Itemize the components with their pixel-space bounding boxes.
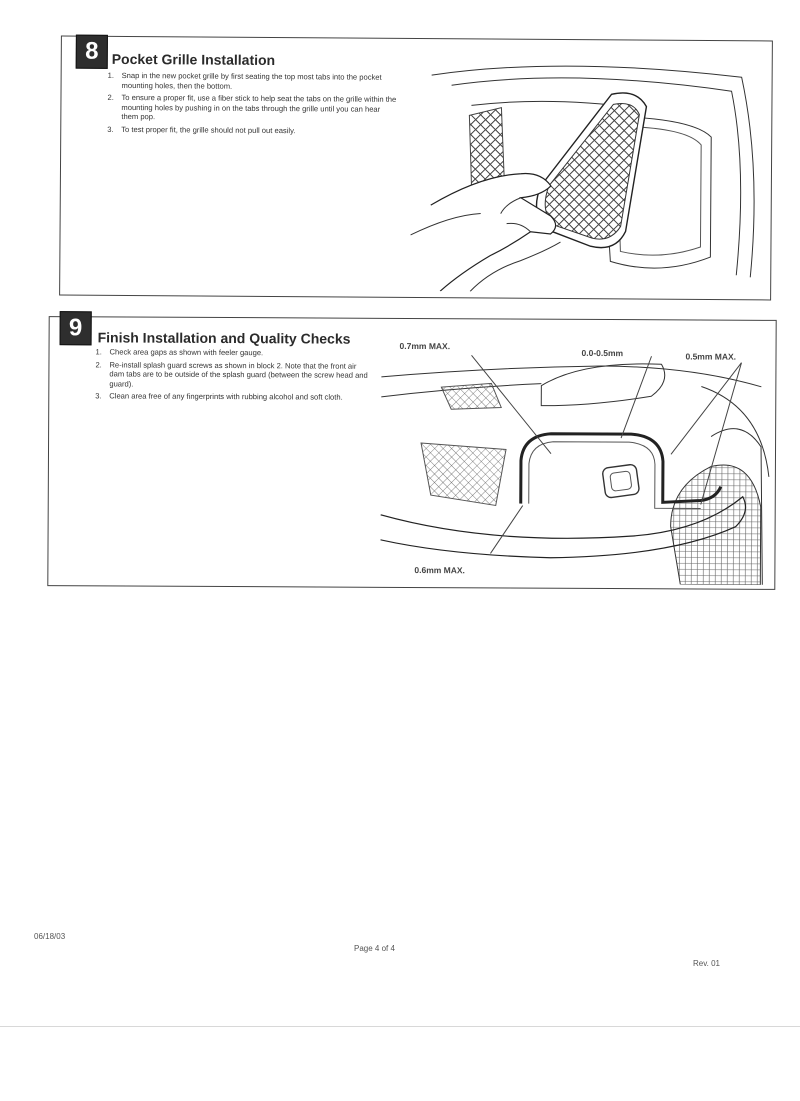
instruction-list: [107, 71, 397, 140]
gap-callout: 0.0-0.5mm: [581, 347, 624, 359]
step-title: Finish Installation and Quality Checks: [97, 329, 351, 347]
instruction-list: [95, 347, 370, 405]
step-9-section: [47, 316, 776, 590]
page-number: Page 4 of 4: [354, 944, 395, 953]
revision-label: Rev. 01: [693, 959, 720, 968]
pocket-grille-illustration: [410, 45, 768, 293]
scan-edge: [0, 1026, 800, 1027]
gap-callout: 0.6mm MAX.: [414, 565, 465, 576]
gap-callout: 0.7mm MAX.: [399, 340, 451, 352]
instruction-item: 1. Check area gaps as shown with feeler gauge.: [95, 347, 264, 358]
step-number-badge: 8: [76, 35, 108, 69]
bumper-gap-illustration: [370, 325, 771, 585]
step-title: Pocket Grille Installation: [111, 50, 276, 69]
step-8-section: [59, 36, 773, 301]
instruction-item: 3. To test proper fit, the grille should not pull out easily.: [107, 124, 296, 136]
gap-callout: 0.5mm MAX.: [685, 351, 737, 362]
instruction-item: 2. Re-install splash guard screws as shown in block 2. Note that the front air dam tabs are to be outside of the splash guard (between the screw head and guard).: [95, 359, 368, 389]
instruction-item: 3. Clean area free of any fingerprints with rubbing alcohol and soft cloth.: [95, 391, 343, 403]
document-date: 06/18/03: [34, 932, 66, 941]
instruction-item: 1. Snap in the new pocket grille by first seating the top most tabs into the pocket mounting holes, then the bottom.: [107, 70, 382, 91]
instruction-item: 2. To ensure a proper fit, use a fiber stick to help seat the tabs on the grille within the mounting holes by pushing in on the tabs through the grille until you can hear them pop.: [107, 93, 397, 122]
step-number-badge: 9: [60, 311, 92, 345]
